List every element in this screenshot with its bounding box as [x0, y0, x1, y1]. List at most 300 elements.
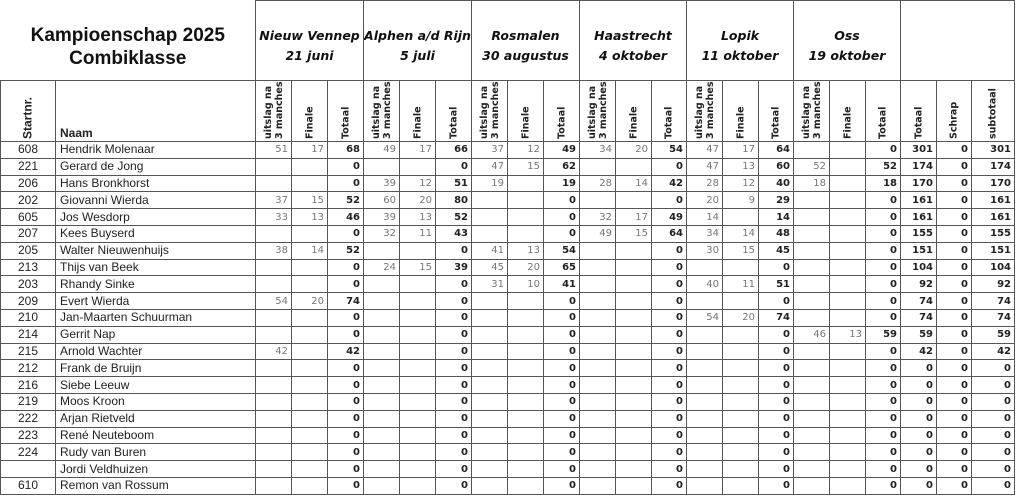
naam-label: Naam [60, 126, 93, 140]
uitslag-cell: 18 [794, 175, 830, 192]
event-totaal-cell: 0 [328, 461, 364, 478]
totals-header-blank [901, 1, 1015, 81]
table-row [1, 410, 1015, 427]
finale-cell [830, 410, 866, 427]
schrap-cell: 0 [937, 276, 972, 293]
uitslag-cell: 51 [256, 142, 292, 159]
finale-cell [292, 360, 328, 377]
finale-cell: 13 [830, 326, 866, 343]
finale-cell: 17 [723, 142, 759, 159]
subtotaal-cell: 0 [972, 410, 1015, 427]
uitslag-cell [794, 427, 830, 444]
finale-cell [830, 175, 866, 192]
name-cell: Frank de Bruijn [56, 360, 256, 377]
event-totaal-cell: 42 [328, 343, 364, 360]
finale-cell [616, 444, 652, 461]
subtotaal-cell: 42 [972, 343, 1015, 360]
table-row [1, 192, 1015, 209]
name-cell: Evert Wierda [56, 293, 256, 310]
event-totaal-cell: 0 [544, 309, 580, 326]
uitslag-cell [580, 461, 616, 478]
finale-cell [723, 259, 759, 276]
event-totaal-cell: 0 [544, 326, 580, 343]
uitslag-cell [580, 192, 616, 209]
uitslag-line1: uitslag na [800, 85, 812, 139]
event-totaal-cell: 0 [436, 309, 472, 326]
uitslag-cell: 52 [794, 158, 830, 175]
uitslag-line2: 3 manches [381, 81, 393, 139]
event-totaal-cell: 54 [544, 242, 580, 259]
uitslag-cell [256, 410, 292, 427]
uitslag-cell [364, 377, 400, 394]
startnr-cell: 206 [1, 175, 56, 192]
totaal-cell: 42 [901, 343, 937, 360]
uitslag-cell [364, 477, 400, 494]
finale-cell [508, 293, 544, 310]
name-cell: Gerard de Jong [56, 158, 256, 175]
event-totaal-cell: 0 [652, 276, 687, 293]
finale-cell [830, 158, 866, 175]
event-totaal-cell: 0 [652, 444, 687, 461]
event-totaal-cell: 45 [759, 242, 794, 259]
event-totaal-cell: 0 [436, 276, 472, 293]
name-cell: Siebe Leeuw [56, 377, 256, 394]
schrap-cell: 0 [937, 209, 972, 226]
uitslag-cell [256, 427, 292, 444]
event-totaal-cell: 0 [436, 461, 472, 478]
uitslag-cell [472, 326, 508, 343]
totaal-cell: 151 [901, 242, 937, 259]
table-row [1, 343, 1015, 360]
uitslag-cell [472, 444, 508, 461]
finale-cell: 13 [400, 209, 436, 226]
finale-label: Finale [735, 106, 746, 139]
finale-label: Finale [412, 106, 423, 139]
finale-cell [830, 209, 866, 226]
event-totaal-cell: 0 [544, 444, 580, 461]
name-cell: Hendrik Molenaar [56, 142, 256, 159]
event-totaal-cell: 74 [759, 309, 794, 326]
name-cell: Walter Nieuwenhuijs [56, 242, 256, 259]
finale-cell [616, 293, 652, 310]
event-totaal-cell: 49 [652, 209, 687, 226]
uitslag-cell [256, 175, 292, 192]
schrap-cell: 0 [937, 192, 972, 209]
startnr-cell: 224 [1, 444, 56, 461]
uitslag-cell [687, 427, 723, 444]
startnr-cell: 209 [1, 293, 56, 310]
event-totaal-cell: 65 [544, 259, 580, 276]
schrap-cell: 0 [937, 242, 972, 259]
uitslag-cell: 32 [364, 225, 400, 242]
event-date: 19 oktober [808, 47, 886, 63]
event-totaal-cell: 0 [328, 259, 364, 276]
subtotaal-cell: 0 [972, 377, 1015, 394]
event-totaal-cell: 0 [652, 326, 687, 343]
finale-cell [723, 393, 759, 410]
uitslag-cell [472, 461, 508, 478]
uitslag-cell [687, 326, 723, 343]
event-totaal-cell: 0 [544, 343, 580, 360]
table-body [1, 142, 1015, 495]
finale-cell [292, 393, 328, 410]
finale-cell [830, 242, 866, 259]
uitslag-cell [472, 192, 508, 209]
column-header-finale [400, 81, 436, 142]
event-totaal-cell: 0 [436, 410, 472, 427]
startnr-cell: 214 [1, 326, 56, 343]
finale-cell [616, 259, 652, 276]
uitslag-cell: 47 [687, 158, 723, 175]
schrap-cell: 0 [937, 259, 972, 276]
uitslag-cell [687, 461, 723, 478]
column-header-finale [830, 81, 866, 142]
event-totaal-cell: 39 [436, 259, 472, 276]
finale-cell [292, 175, 328, 192]
finale-cell [508, 477, 544, 494]
uitslag-cell: 41 [472, 242, 508, 259]
finale-cell [616, 276, 652, 293]
uitslag-cell [794, 360, 830, 377]
schrap-label: Schrap [948, 101, 960, 139]
uitslag-label [694, 82, 716, 139]
uitslag-cell [580, 276, 616, 293]
column-header-uitslag [364, 81, 400, 142]
uitslag-cell [472, 293, 508, 310]
event-totaal-cell: 0 [759, 360, 794, 377]
grand-totaal-label: Totaal [913, 106, 924, 139]
event-date: 30 augustus [482, 47, 569, 63]
subtotaal-label: subtotaal [987, 88, 999, 139]
column-header-subtotaal [972, 81, 1015, 142]
name-cell: Thijs van Beek [56, 259, 256, 276]
subtotaal-cell: 0 [972, 477, 1015, 494]
finale-cell [292, 158, 328, 175]
finale-cell [830, 360, 866, 377]
finale-cell [830, 142, 866, 159]
event-totaal-cell: 0 [544, 360, 580, 377]
event-totaal-cell: 0 [866, 461, 901, 478]
startnr-cell: 605 [1, 209, 56, 226]
event-totaal-cell: 0 [328, 158, 364, 175]
subtotaal-cell: 0 [972, 427, 1015, 444]
finale-cell [400, 461, 436, 478]
finale-cell [400, 293, 436, 310]
table-row [1, 477, 1015, 494]
finale-cell [292, 427, 328, 444]
event-date: 5 juli [400, 47, 435, 63]
event-totaal-cell: 0 [652, 427, 687, 444]
table-row [1, 276, 1015, 293]
uitslag-cell [794, 477, 830, 494]
finale-cell [400, 360, 436, 377]
event-totaal-cell: 0 [328, 276, 364, 293]
event-totaal-cell: 0 [866, 209, 901, 226]
schrap-cell: 0 [937, 377, 972, 394]
event-totaal-cell: 0 [759, 393, 794, 410]
finale-cell [292, 343, 328, 360]
finale-cell [830, 309, 866, 326]
finale-cell: 12 [723, 175, 759, 192]
uitslag-cell [580, 477, 616, 494]
uitslag-cell: 60 [364, 192, 400, 209]
uitslag-cell: 49 [364, 142, 400, 159]
finale-cell [508, 326, 544, 343]
uitslag-label [801, 82, 823, 139]
startnr-cell: 221 [1, 158, 56, 175]
uitslag-cell [794, 225, 830, 242]
event-place: Nieuw Vennep [259, 27, 360, 43]
schrap-cell: 0 [937, 477, 972, 494]
event-totaal-cell: 0 [652, 393, 687, 410]
column-header-totaal [759, 81, 794, 142]
finale-cell [400, 377, 436, 394]
uitslag-cell [364, 444, 400, 461]
finale-cell: 14 [723, 225, 759, 242]
uitslag-cell [364, 360, 400, 377]
event-totaal-cell: 51 [436, 175, 472, 192]
event-date: 11 oktober [701, 47, 779, 63]
event-totaal-cell: 0 [866, 410, 901, 427]
finale-cell [508, 427, 544, 444]
uitslag-cell [794, 309, 830, 326]
finale-cell [400, 242, 436, 259]
uitslag-cell [687, 293, 723, 310]
finale-cell [830, 343, 866, 360]
totaal-label: Totaal [556, 106, 567, 139]
uitslag-cell [256, 477, 292, 494]
event-totaal-cell: 0 [436, 427, 472, 444]
event-totaal-cell: 0 [652, 259, 687, 276]
finale-cell [508, 377, 544, 394]
uitslag-cell: 31 [472, 276, 508, 293]
name-cell: Jordi Veldhuizen [56, 461, 256, 478]
event-totaal-cell: 0 [652, 158, 687, 175]
uitslag-cell [580, 410, 616, 427]
finale-cell [508, 461, 544, 478]
event-totaal-cell: 52 [328, 192, 364, 209]
event-totaal-cell: 0 [328, 393, 364, 410]
event-totaal-cell: 64 [759, 142, 794, 159]
finale-cell: 15 [723, 242, 759, 259]
event-header [687, 1, 794, 81]
subtotaal-cell: 74 [972, 293, 1015, 310]
finale-cell [400, 309, 436, 326]
event-totaal-cell: 0 [328, 444, 364, 461]
finale-cell [616, 158, 652, 175]
finale-cell [723, 477, 759, 494]
table-row [1, 225, 1015, 242]
uitslag-cell [256, 309, 292, 326]
uitslag-cell [256, 393, 292, 410]
column-header-totaal [544, 81, 580, 142]
finale-cell [508, 209, 544, 226]
uitslag-cell [794, 192, 830, 209]
finale-cell [723, 461, 759, 478]
schrap-cell: 0 [937, 360, 972, 377]
finale-label: Finale [304, 106, 315, 139]
event-totaal-cell: 29 [759, 192, 794, 209]
finale-cell [508, 360, 544, 377]
event-totaal-cell: 0 [652, 477, 687, 494]
finale-cell [508, 343, 544, 360]
totaal-label: Totaal [448, 106, 459, 139]
uitslag-cell [794, 142, 830, 159]
subtotaal-cell: 151 [972, 242, 1015, 259]
name-cell: René Neuteboom [56, 427, 256, 444]
event-totaal-cell: 0 [866, 427, 901, 444]
uitslag-cell [580, 377, 616, 394]
totaal-cell: 0 [901, 477, 937, 494]
event-totaal-cell: 0 [652, 410, 687, 427]
uitslag-cell [794, 276, 830, 293]
uitslag-cell [687, 377, 723, 394]
event-totaal-cell: 0 [759, 427, 794, 444]
finale-cell: 13 [508, 242, 544, 259]
column-header-uitslag [794, 81, 830, 142]
event-totaal-cell: 0 [866, 309, 901, 326]
uitslag-cell [472, 427, 508, 444]
uitslag-cell: 34 [580, 142, 616, 159]
event-totaal-cell: 0 [544, 293, 580, 310]
finale-cell [830, 293, 866, 310]
event-totaal-cell: 0 [436, 326, 472, 343]
event-totaal-cell: 52 [866, 158, 901, 175]
finale-cell [508, 444, 544, 461]
uitslag-line2: 3 manches [273, 81, 285, 139]
event-totaal-cell: 0 [544, 209, 580, 226]
event-totaal-cell: 0 [328, 410, 364, 427]
schrap-cell: 0 [937, 461, 972, 478]
event-totaal-cell: 0 [759, 259, 794, 276]
startnr-cell [1, 461, 56, 478]
startnr-cell: 215 [1, 343, 56, 360]
uitslag-cell [472, 225, 508, 242]
table-row [1, 427, 1015, 444]
event-totaal-cell: 48 [759, 225, 794, 242]
uitslag-line2: 3 manches [489, 81, 501, 139]
totaal-cell: 0 [901, 444, 937, 461]
uitslag-cell [687, 393, 723, 410]
startnr-cell: 219 [1, 393, 56, 410]
finale-cell [830, 259, 866, 276]
column-header-startnr [1, 81, 56, 142]
uitslag-cell [687, 410, 723, 427]
finale-cell: 17 [400, 142, 436, 159]
event-totaal-cell: 0 [866, 192, 901, 209]
subtotaal-cell: 59 [972, 326, 1015, 343]
column-header-schrap [937, 81, 972, 142]
uitslag-cell: 14 [687, 209, 723, 226]
event-totaal-cell: 0 [544, 461, 580, 478]
finale-cell [508, 393, 544, 410]
event-totaal-cell: 0 [436, 377, 472, 394]
uitslag-cell: 39 [364, 175, 400, 192]
uitslag-cell [472, 393, 508, 410]
uitslag-cell [472, 410, 508, 427]
startnr-cell: 203 [1, 276, 56, 293]
finale-cell [616, 242, 652, 259]
event-totaal-cell: 43 [436, 225, 472, 242]
event-place: Alphen a/d Rijn [364, 27, 471, 43]
schrap-cell: 0 [937, 309, 972, 326]
uitslag-line1: uitslag na [693, 85, 705, 139]
event-totaal-cell: 0 [328, 175, 364, 192]
column-header-finale [292, 81, 328, 142]
uitslag-cell [580, 259, 616, 276]
event-totaal-cell: 0 [544, 477, 580, 494]
finale-cell [292, 477, 328, 494]
event-header [472, 1, 580, 81]
event-place: Oss [834, 27, 860, 43]
event-totaal-cell: 66 [436, 142, 472, 159]
event-totaal-cell: 59 [866, 326, 901, 343]
uitslag-cell: 54 [687, 309, 723, 326]
finale-cell [400, 410, 436, 427]
uitslag-cell: 40 [687, 276, 723, 293]
finale-cell [616, 309, 652, 326]
uitslag-cell [364, 158, 400, 175]
uitslag-line1: uitslag na [370, 85, 382, 139]
startnr-cell: 207 [1, 225, 56, 242]
uitslag-cell: 33 [256, 209, 292, 226]
finale-cell: 15 [292, 192, 328, 209]
event-totaal-cell: 0 [544, 427, 580, 444]
finale-cell: 20 [292, 293, 328, 310]
schrap-cell: 0 [937, 393, 972, 410]
event-totaal-cell: 64 [652, 225, 687, 242]
subtotaal-cell: 74 [972, 309, 1015, 326]
finale-cell [292, 276, 328, 293]
finale-cell [616, 410, 652, 427]
event-place: Rosmalen [491, 27, 560, 43]
finale-cell [723, 360, 759, 377]
uitslag-cell [687, 477, 723, 494]
event-totaal-cell: 0 [652, 192, 687, 209]
finale-cell [616, 192, 652, 209]
startnr-cell: 212 [1, 360, 56, 377]
finale-cell: 20 [616, 142, 652, 159]
finale-cell: 13 [292, 209, 328, 226]
finale-cell [723, 444, 759, 461]
uitslag-cell [794, 259, 830, 276]
finale-cell [508, 225, 544, 242]
column-header-finale [723, 81, 759, 142]
uitslag-cell [580, 158, 616, 175]
finale-cell [830, 477, 866, 494]
uitslag-cell [794, 377, 830, 394]
subtotaal-cell: 0 [972, 444, 1015, 461]
event-totaal-cell: 52 [328, 242, 364, 259]
totaal-cell: 155 [901, 225, 937, 242]
uitslag-cell [794, 393, 830, 410]
uitslag-line1: uitslag na [586, 85, 598, 139]
totaal-cell: 161 [901, 209, 937, 226]
uitslag-cell [580, 293, 616, 310]
finale-label: Finale [842, 106, 853, 139]
uitslag-cell [364, 276, 400, 293]
finale-cell: 15 [616, 225, 652, 242]
column-header-totaal [328, 81, 364, 142]
event-totaal-cell: 68 [328, 142, 364, 159]
uitslag-line2: 3 manches [597, 81, 609, 139]
event-totaal-cell: 0 [544, 192, 580, 209]
totaal-cell: 0 [901, 410, 937, 427]
uitslag-line1: uitslag na [262, 85, 274, 139]
uitslag-cell [687, 343, 723, 360]
uitslag-cell [580, 309, 616, 326]
event-totaal-cell: 0 [328, 225, 364, 242]
